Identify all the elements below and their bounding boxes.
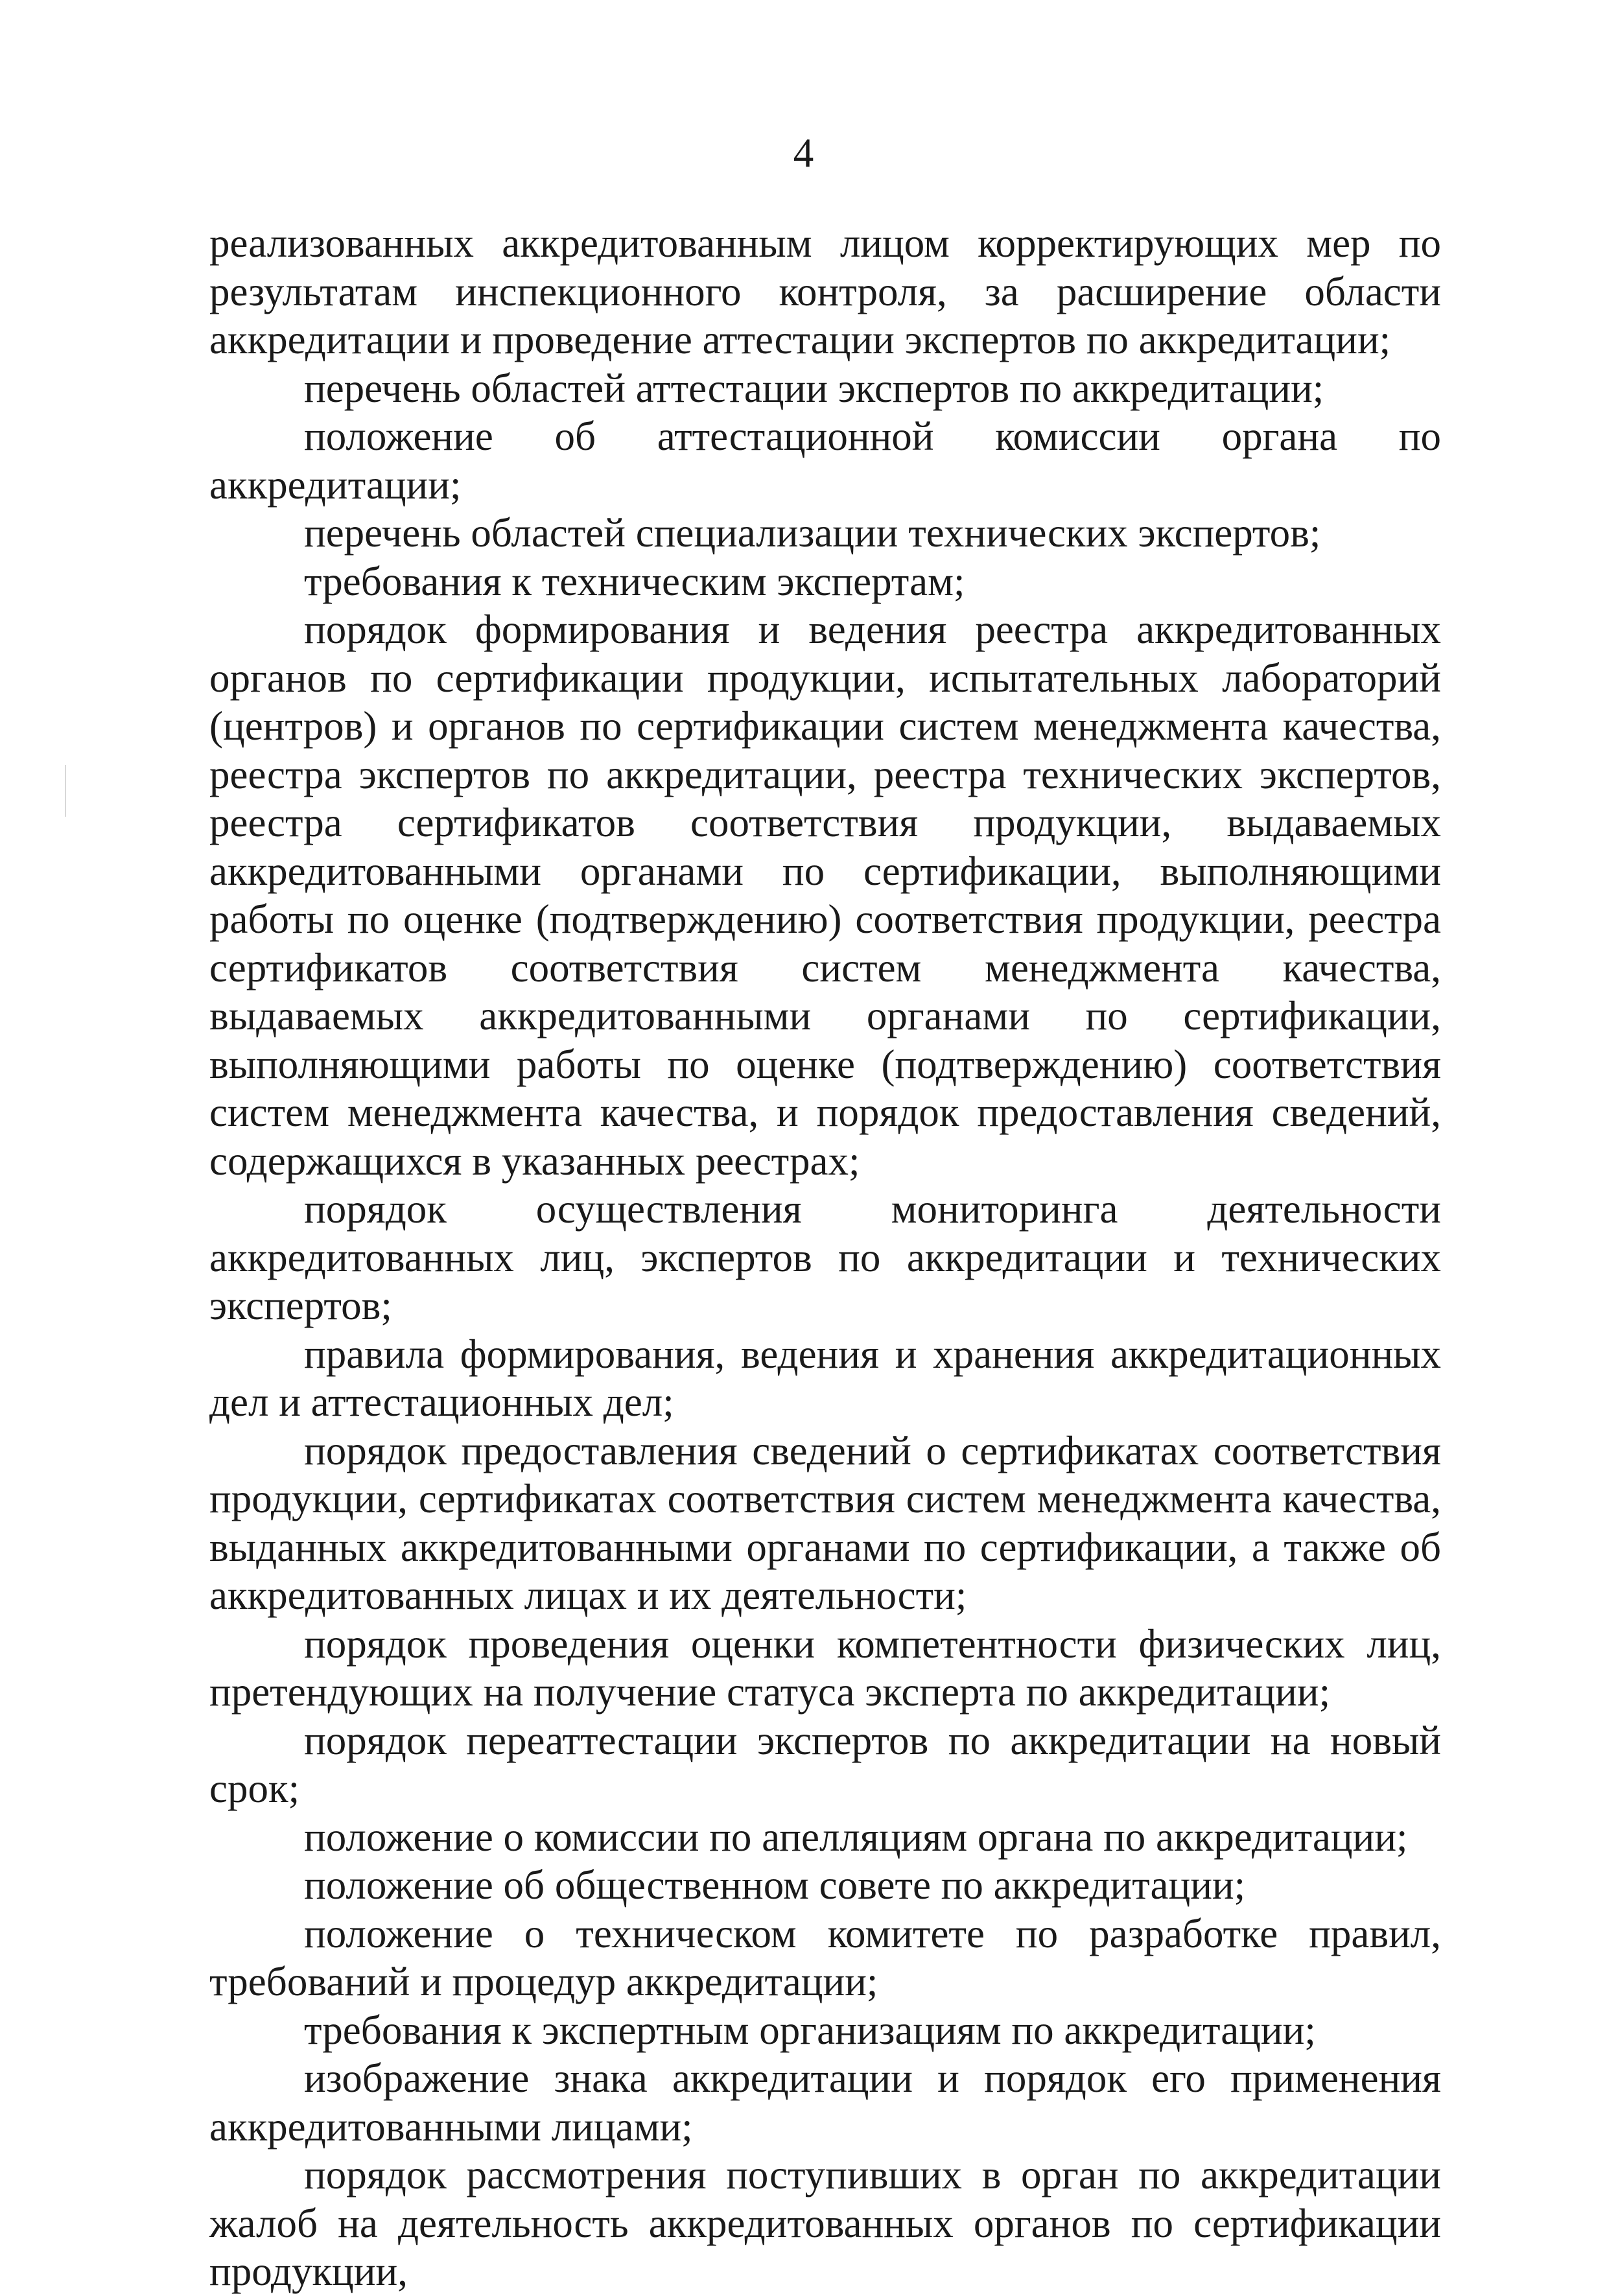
page-number: 4 — [793, 130, 814, 176]
scan-margin-mark — [65, 765, 66, 817]
paragraph: порядок осуществления мониторинга деятельности аккредитованных лиц, экспертов по аккредитации и технических экспертов; — [209, 1186, 1441, 1328]
paragraph: правила формирования, ведения и хранения аккредитационных дел и аттестационных дел; — [209, 1331, 1441, 1425]
paragraph: порядок проведения оценки компетентности физических лиц, претендующих на получение статуса эксперта по аккредитации; — [209, 1621, 1441, 1715]
paragraph: изображение знака аккредитации и порядок его применения аккредитованными лицами; — [209, 2056, 1441, 2150]
paragraph: положение об общественном совете по аккредитации; — [304, 1862, 1246, 1908]
paragraph: порядок предоставления сведений о сертификатах соответствия продукции, сертификатах соответствия систем менеджмента качества, выданных аккредитованными органами по сертификации, а также об аккредитованных лицах и их деятельности; — [209, 1427, 1441, 1618]
paragraph: перечень областей аттестации экспертов по аккредитации; — [304, 365, 1324, 411]
document-body — [209, 219, 1441, 2296]
paragraph: перечень областей специализации технических экспертов; — [304, 510, 1321, 556]
paragraph: положение о комиссии по апелляциям органа по аккредитации; — [304, 1814, 1408, 1860]
paragraph: требования к техническим экспертам; — [304, 558, 965, 604]
paragraph: порядок переаттестации экспертов по аккредитации на новый срок; — [209, 1717, 1441, 1811]
paragraph-continues-next-page: порядок рассмотрения поступивших в орган по аккредитации жалоб на деятельность аккредитованных органов по сертификации продукции, — [209, 2152, 1441, 2294]
paragraph: порядок формирования и ведения реестра аккредитованных органов по сертификации продукции, испытательных лабораторий (центров) и органов по сертификации систем менеджмента качества, реестра экспертов по аккредитации, реестра технических экспертов, реестра сертификатов соответствия продукции, выдаваемых аккредитованными органами по сертификации, выполняющими работы по оценке (подтверждению) соответствия продукции, реестра сертификатов соответствия систем менеджмента качества, выдаваемых аккредитованными органами по сертификации, выполняющими работы по оценке (подтверждению) соответствия систем менеджмента качества, и порядок предоставления сведений, содержащихся в указанных реестрах; — [209, 607, 1441, 1184]
paragraph: положение об аттестационной комиссии органа по аккредитации; — [209, 414, 1441, 508]
paragraph: положение о техническом комитете по разработке правил, требований и процедур аккредитации; — [209, 1910, 1441, 2004]
paragraph: требования к экспертным организациям по аккредитации; — [304, 2007, 1316, 2053]
paragraph-continuation: реализованных аккредитованным лицом корректирующих мер по результатам инспекционного контроля, за расширение области аккредитации и проведение аттестации экспертов по аккредитации; — [209, 220, 1441, 362]
